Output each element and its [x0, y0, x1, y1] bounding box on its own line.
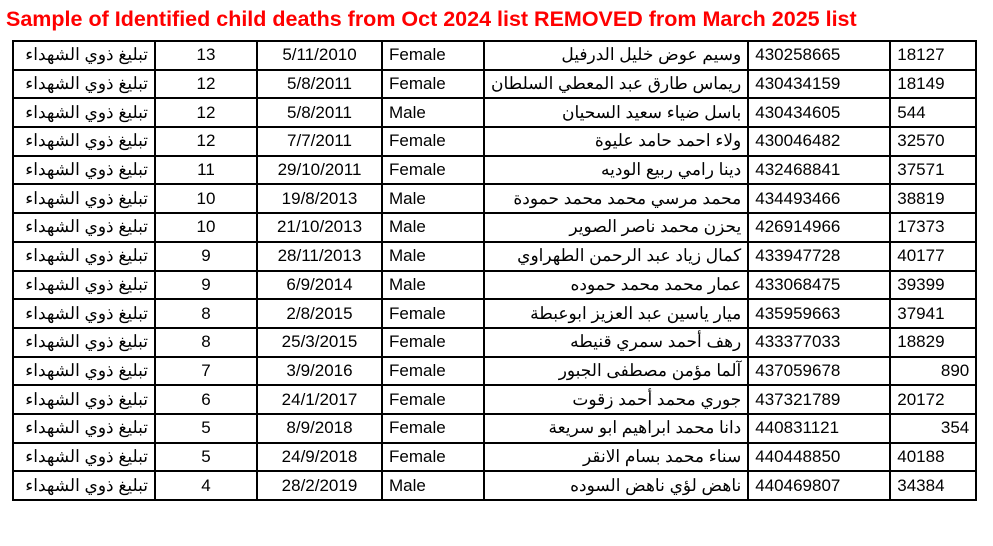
name-cell: باسل ضياء سعيد السحيان — [484, 98, 748, 127]
child-deaths-table — [12, 40, 977, 501]
dob-cell: 28/2/2019 — [257, 471, 382, 500]
sex-cell: Male — [382, 271, 484, 300]
number-cell: 18127 — [890, 41, 976, 70]
sex-cell: Male — [382, 242, 484, 271]
id-cell: 435959663 — [748, 299, 890, 328]
id-cell: 433377033 — [748, 328, 890, 357]
source-cell: تبليغ ذوي الشهداء — [13, 156, 155, 185]
dob-cell: 5/8/2011 — [257, 70, 382, 99]
table-row — [13, 443, 976, 472]
age-cell: 6 — [155, 385, 257, 414]
source-cell: تبليغ ذوي الشهداء — [13, 443, 155, 472]
age-cell: 7 — [155, 357, 257, 386]
sex-cell: Female — [382, 299, 484, 328]
table-row — [13, 213, 976, 242]
dob-cell: 7/7/2011 — [257, 127, 382, 156]
name-cell: ولاء احمد حامد عليوة — [484, 127, 748, 156]
name-cell: ناهض لؤي ناهض السوده — [484, 471, 748, 500]
table-row — [13, 41, 976, 70]
source-cell: تبليغ ذوي الشهداء — [13, 328, 155, 357]
number-cell: 544 — [890, 98, 976, 127]
id-cell: 432468841 — [748, 156, 890, 185]
table-row — [13, 156, 976, 185]
dob-cell: 28/11/2013 — [257, 242, 382, 271]
dob-cell: 5/8/2011 — [257, 98, 382, 127]
number-cell: 890 — [890, 357, 976, 386]
sex-cell: Female — [382, 443, 484, 472]
number-cell: 354 — [890, 414, 976, 443]
age-cell: 9 — [155, 271, 257, 300]
name-cell: جوري محمد أحمد زقوت — [484, 385, 748, 414]
name-cell: ميار ياسين عبد العزيز ابوعبطة — [484, 299, 748, 328]
age-cell: 10 — [155, 213, 257, 242]
source-cell: تبليغ ذوي الشهداء — [13, 242, 155, 271]
dob-cell: 6/9/2014 — [257, 271, 382, 300]
sex-cell: Female — [382, 127, 484, 156]
age-cell: 5 — [155, 443, 257, 472]
source-cell: تبليغ ذوي الشهداء — [13, 127, 155, 156]
age-cell: 11 — [155, 156, 257, 185]
dob-cell: 2/8/2015 — [257, 299, 382, 328]
table-row — [13, 98, 976, 127]
dob-cell: 29/10/2011 — [257, 156, 382, 185]
source-cell: تبليغ ذوي الشهداء — [13, 357, 155, 386]
age-cell: 13 — [155, 41, 257, 70]
name-cell: آلما مؤمن مصطفى الجبور — [484, 357, 748, 386]
table-row — [13, 271, 976, 300]
number-cell: 18829 — [890, 328, 976, 357]
name-cell: محمد مرسي محمد محمد حمودة — [484, 184, 748, 213]
id-cell: 434493466 — [748, 184, 890, 213]
number-cell: 38819 — [890, 184, 976, 213]
age-cell: 12 — [155, 127, 257, 156]
sex-cell: Female — [382, 156, 484, 185]
source-cell: تبليغ ذوي الشهداء — [13, 271, 155, 300]
table-row — [13, 242, 976, 271]
id-cell: 440831121 — [748, 414, 890, 443]
name-cell: دينا رامي ربيع الوديه — [484, 156, 748, 185]
number-cell: 39399 — [890, 271, 976, 300]
id-cell: 433068475 — [748, 271, 890, 300]
table-row — [13, 471, 976, 500]
dob-cell: 21/10/2013 — [257, 213, 382, 242]
table-row — [13, 299, 976, 328]
table-row — [13, 414, 976, 443]
id-cell: 440469807 — [748, 471, 890, 500]
sex-cell: Female — [382, 385, 484, 414]
number-cell: 18149 — [890, 70, 976, 99]
sex-cell: Male — [382, 98, 484, 127]
source-cell: تبليغ ذوي الشهداء — [13, 414, 155, 443]
number-cell: 34384 — [890, 471, 976, 500]
age-cell: 8 — [155, 328, 257, 357]
id-cell: 426914966 — [748, 213, 890, 242]
table-row — [13, 70, 976, 99]
id-cell: 430434605 — [748, 98, 890, 127]
id-cell: 437059678 — [748, 357, 890, 386]
name-cell: كمال زياد عبد الرحمن الطهراوي — [484, 242, 748, 271]
sex-cell: Female — [382, 70, 484, 99]
number-cell: 32570 — [890, 127, 976, 156]
source-cell: تبليغ ذوي الشهداء — [13, 471, 155, 500]
id-cell: 430046482 — [748, 127, 890, 156]
table-row — [13, 357, 976, 386]
number-cell: 40188 — [890, 443, 976, 472]
source-cell: تبليغ ذوي الشهداء — [13, 385, 155, 414]
dob-cell: 8/9/2018 — [257, 414, 382, 443]
source-cell: تبليغ ذوي الشهداء — [13, 184, 155, 213]
source-cell: تبليغ ذوي الشهداء — [13, 70, 155, 99]
page-title: Sample of Identified child deaths from Oct 2024 list REMOVED from March 2025 list — [6, 7, 857, 31]
age-cell: 12 — [155, 98, 257, 127]
age-cell: 10 — [155, 184, 257, 213]
name-cell: دانا محمد ابراهيم ابو سريعة — [484, 414, 748, 443]
name-cell: ريماس طارق عبد المعطي السلطان — [484, 70, 748, 99]
source-cell: تبليغ ذوي الشهداء — [13, 41, 155, 70]
name-cell: سناء محمد بسام الانقر — [484, 443, 748, 472]
id-cell: 437321789 — [748, 385, 890, 414]
sex-cell: Male — [382, 213, 484, 242]
name-cell: وسيم عوض خليل الدرفيل — [484, 41, 748, 70]
id-cell: 430258665 — [748, 41, 890, 70]
sex-cell: Female — [382, 328, 484, 357]
table-row — [13, 385, 976, 414]
age-cell: 12 — [155, 70, 257, 99]
id-cell: 433947728 — [748, 242, 890, 271]
table-row — [13, 127, 976, 156]
age-cell: 5 — [155, 414, 257, 443]
number-cell: 17373 — [890, 213, 976, 242]
sex-cell: Male — [382, 184, 484, 213]
number-cell: 20172 — [890, 385, 976, 414]
source-cell: تبليغ ذوي الشهداء — [13, 213, 155, 242]
name-cell: رهف أحمد سمري قنيطه — [484, 328, 748, 357]
source-cell: تبليغ ذوي الشهداء — [13, 98, 155, 127]
name-cell: يحزن محمد ناصر الصوير — [484, 213, 748, 242]
number-cell: 37571 — [890, 156, 976, 185]
name-cell: عمار محمد محمد حموده — [484, 271, 748, 300]
number-cell: 37941 — [890, 299, 976, 328]
number-cell: 40177 — [890, 242, 976, 271]
age-cell: 8 — [155, 299, 257, 328]
sex-cell: Female — [382, 357, 484, 386]
sex-cell: Male — [382, 471, 484, 500]
sex-cell: Female — [382, 41, 484, 70]
dob-cell: 5/11/2010 — [257, 41, 382, 70]
source-cell: تبليغ ذوي الشهداء — [13, 299, 155, 328]
id-cell: 440448850 — [748, 443, 890, 472]
dob-cell: 24/1/2017 — [257, 385, 382, 414]
table-row — [13, 184, 976, 213]
dob-cell: 25/3/2015 — [257, 328, 382, 357]
age-cell: 4 — [155, 471, 257, 500]
dob-cell: 3/9/2016 — [257, 357, 382, 386]
sex-cell: Female — [382, 414, 484, 443]
id-cell: 430434159 — [748, 70, 890, 99]
age-cell: 9 — [155, 242, 257, 271]
table-row — [13, 328, 976, 357]
dob-cell: 24/9/2018 — [257, 443, 382, 472]
dob-cell: 19/8/2013 — [257, 184, 382, 213]
